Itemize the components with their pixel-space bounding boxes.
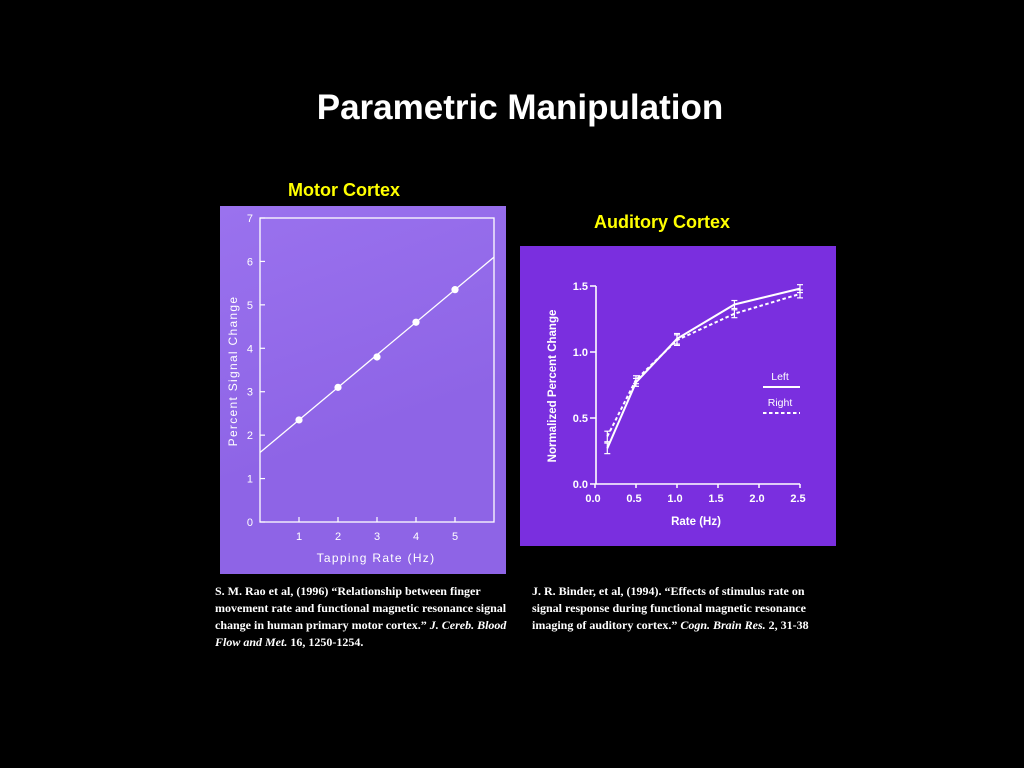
citation-text: S. M. Rao et al, (1996) “Relationship between finger movement rate and functional magnetic resonance signal change in human primary motor cortex.” (215, 584, 507, 632)
slide-title: Parametric Manipulation (316, 88, 724, 127)
auditory-cortex-title: Auditory Cortex (593, 212, 730, 232)
y-tick-label: 1 (246, 473, 253, 486)
y-axis-label: Normalized Percent Change (547, 309, 559, 463)
citation-journal: Cogn. Brain Res. (680, 618, 766, 632)
y-tick-label: 4 (246, 343, 253, 356)
data-point (451, 286, 458, 293)
x-tick-label: 0.5 (626, 493, 642, 505)
auditory-cortex-chart (520, 246, 836, 546)
series-line-right (607, 294, 800, 437)
y-tick-label: 2 (246, 430, 253, 443)
x-tick-label: 4 (412, 531, 420, 543)
series-line-left (607, 289, 800, 449)
x-tick-label: 5 (451, 531, 459, 543)
motor-cortex-chart (220, 206, 506, 574)
citation-text: J. R. Binder, et al, (1994). “Effects of stimulus rate on signal response during functional magnetic resonance imaging of auditory cortex.” (532, 584, 806, 632)
x-tick-label: 2.0 (749, 493, 765, 505)
x-tick-label: 1.0 (667, 493, 683, 505)
data-point (295, 416, 302, 423)
y-tick-label: 0.5 (572, 413, 588, 425)
x-tick-label: 2.5 (790, 493, 806, 505)
citation-details: 2, 31-38 (765, 618, 809, 632)
legend-label-right: Right (767, 397, 793, 409)
y-tick-label: 3 (246, 386, 253, 399)
data-point (373, 353, 380, 360)
y-tick-label: 1.5 (572, 281, 588, 293)
x-tick-label: 2 (334, 531, 342, 543)
x-axis-label: Tapping Rate (Hz) (316, 551, 436, 565)
y-tick-label: 0.0 (572, 479, 588, 491)
citation-rao (215, 583, 515, 651)
citation-binder (532, 583, 816, 634)
y-tick-label: 5 (246, 299, 253, 312)
x-tick-label: 3 (373, 531, 381, 543)
legend-label-left: Left (771, 371, 789, 383)
x-tick-label: 0.0 (585, 493, 601, 505)
auditory-cortex-chart-panel (520, 246, 836, 546)
motor-cortex-title: Motor Cortex (288, 180, 400, 200)
citation-journal: J. Cereb. Blood Flow and Met. (215, 618, 507, 649)
citation-details: 16, 1250-1254. (287, 635, 364, 649)
y-tick-label: 6 (246, 256, 253, 269)
data-point (334, 384, 341, 391)
y-tick-label: 0 (246, 517, 253, 529)
y-axis-label: Percent Signal Change (226, 295, 240, 447)
data-point (412, 319, 419, 326)
y-tick-label: 7 (246, 213, 253, 225)
plot-frame (260, 218, 494, 522)
motor-cortex-chart-panel (220, 206, 506, 574)
y-tick-label: 1.0 (572, 347, 588, 359)
x-tick-label: 1.5 (708, 493, 724, 505)
x-tick-label: 1 (295, 531, 303, 543)
x-axis-label: Rate (Hz) (671, 516, 721, 528)
